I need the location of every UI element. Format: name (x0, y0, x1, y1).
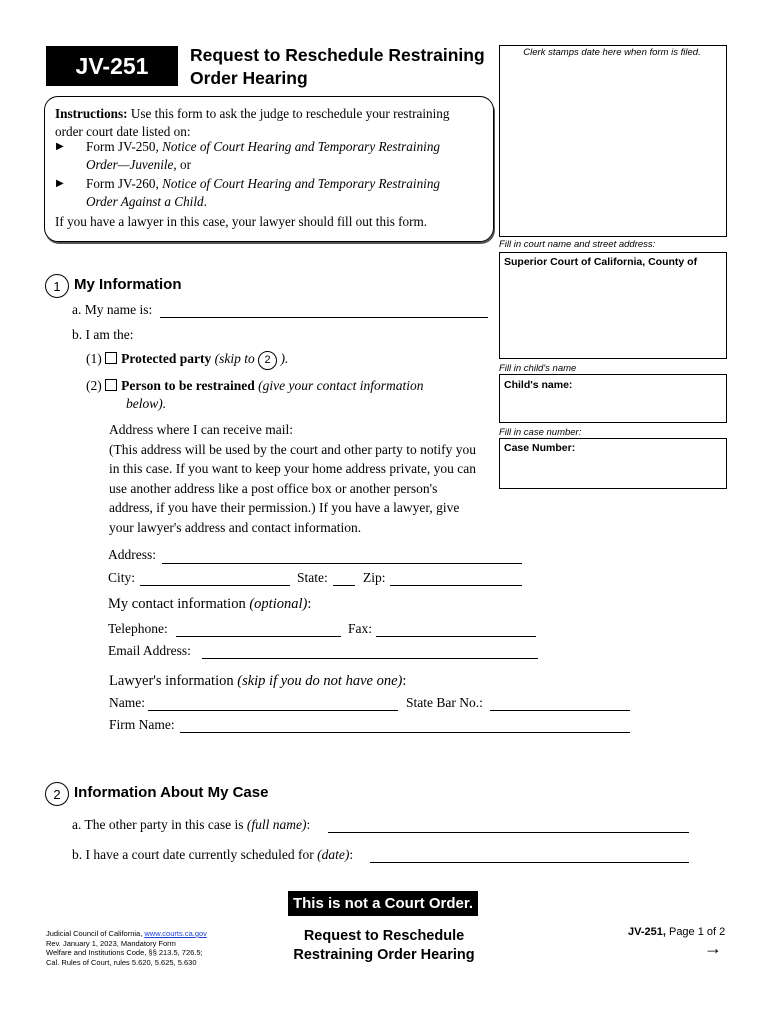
option-restrained-person: (2) Person to be restrained (give your contact information (86, 378, 424, 393)
city-field[interactable] (140, 585, 290, 586)
form-number-badge: JV-251 (46, 46, 178, 86)
section1-number: 1 (45, 274, 69, 298)
mail-address-instructions: Address where I can receive mail: (This address will be used by the court and other party to notify you in this case. If you want to keep your home address private, you can use another address like a post office box or another person's address, if you have their permission.) If you have a lawyer, give your lawyer's address and contact information. (109, 422, 477, 535)
telephone-field[interactable] (176, 636, 341, 637)
form-title-line2: Order Hearing (190, 68, 308, 88)
my-name-label: a. My name is: (72, 302, 153, 317)
bullet-icon: ▶ (56, 141, 64, 152)
section2-reference: 2 (258, 351, 277, 370)
email-field[interactable] (202, 658, 538, 659)
firm-name-field[interactable] (180, 732, 630, 733)
instructions-line2: order court date listed on: (55, 124, 191, 139)
clerk-stamp-box (499, 45, 727, 237)
instructions-item-jv260: Form JV-260, Notice of Court Hearing and Temporary Restraining Order Against a Child. (86, 176, 441, 209)
telephone-label: Telephone: (108, 621, 168, 636)
instructions-label: Instructions: (55, 106, 128, 121)
not-court-order-banner: This is not a Court Order. (288, 891, 478, 916)
court-name-box[interactable] (499, 252, 727, 359)
city-label: City: (108, 570, 136, 585)
page-number: JV-251, Page 1 of 2 (628, 926, 726, 938)
fax-label: Fax: (348, 621, 373, 636)
state-bar-label: State Bar No.: (406, 695, 483, 710)
restrained-person-checkbox[interactable] (105, 379, 117, 391)
zip-label: Zip: (363, 570, 386, 585)
courts-website-link[interactable]: www.courts.ca.gov (144, 929, 207, 938)
option-restrained-note: below). (126, 396, 167, 411)
court-date-field[interactable] (370, 862, 689, 863)
case-box-label: Fill in case number: (499, 427, 582, 438)
instructions-text (55, 105, 495, 141)
instructions-item-jv250: Form JV-250, Notice of Court Hearing and Temporary Restraining Order—Juvenile, or (86, 139, 441, 172)
child-box-label: Fill in child's name (499, 363, 577, 374)
state-field[interactable] (333, 585, 355, 586)
court-box-title: Superior Court of California, County of (504, 256, 698, 268)
other-party-label: a. The other party in this case is (full name): (72, 817, 311, 832)
fax-field[interactable] (376, 636, 536, 637)
option-protected-party: (1) Protected party (skip to 2 ). (86, 349, 288, 370)
lawyer-name-field[interactable] (148, 710, 398, 711)
instructions-lawyer-note: If you have a lawyer in this case, your lawyer should fill out this form. (55, 214, 428, 229)
clerk-stamp-label: Clerk stamps date here when form is filed. (523, 47, 701, 58)
case-box-title: Case Number: (504, 442, 576, 454)
form-title (190, 44, 495, 90)
contact-info-heading: My contact information (optional): (108, 596, 312, 612)
court-date-label: b. I have a court date currently scheduled for (date): (72, 847, 354, 862)
court-box-label: Fill in court name and street address: (499, 239, 656, 250)
section2-title: Information About My Case (74, 784, 269, 801)
instructions-line1: Use this form to ask the judge to reschedule your restraining (127, 106, 450, 121)
form-title-line1: Request to Reschedule Restraining (190, 45, 485, 65)
address-field[interactable] (162, 563, 522, 564)
other-party-field[interactable] (328, 832, 689, 833)
section2-number: 2 (45, 782, 69, 806)
state-label: State: (297, 570, 328, 585)
footer-form-title: Request to Reschedule Restraining Order Hearing (293, 928, 475, 963)
address-label: Address: (108, 547, 156, 562)
email-label: Email Address: (108, 643, 191, 658)
bullet-icon: ▶ (56, 178, 64, 189)
footer-citation: Judicial Council of California, www.courts.ca.gov Rev. January 1, 2023, Mandatory Form Welfare and Institutions Code, §§ 213.5, 726.5; Cal. Rules of Court, rules 5.620, 5.625, 5.630 (46, 929, 207, 967)
protected-party-checkbox[interactable] (105, 352, 117, 364)
lawyer-name-label: Name: (109, 695, 145, 710)
lawyer-info-heading: Lawyer's information (skip if you do not have one): (109, 673, 407, 689)
i-am-the-label: b. I am the: (72, 327, 134, 342)
firm-name-label: Firm Name: (109, 717, 175, 732)
section1-title: My Information (74, 276, 182, 293)
zip-field[interactable] (390, 585, 522, 586)
my-name-field[interactable] (160, 317, 488, 318)
next-page-arrow-icon: → (704, 938, 722, 958)
child-box-title: Child's name: (504, 379, 573, 391)
state-bar-field[interactable] (490, 710, 630, 711)
